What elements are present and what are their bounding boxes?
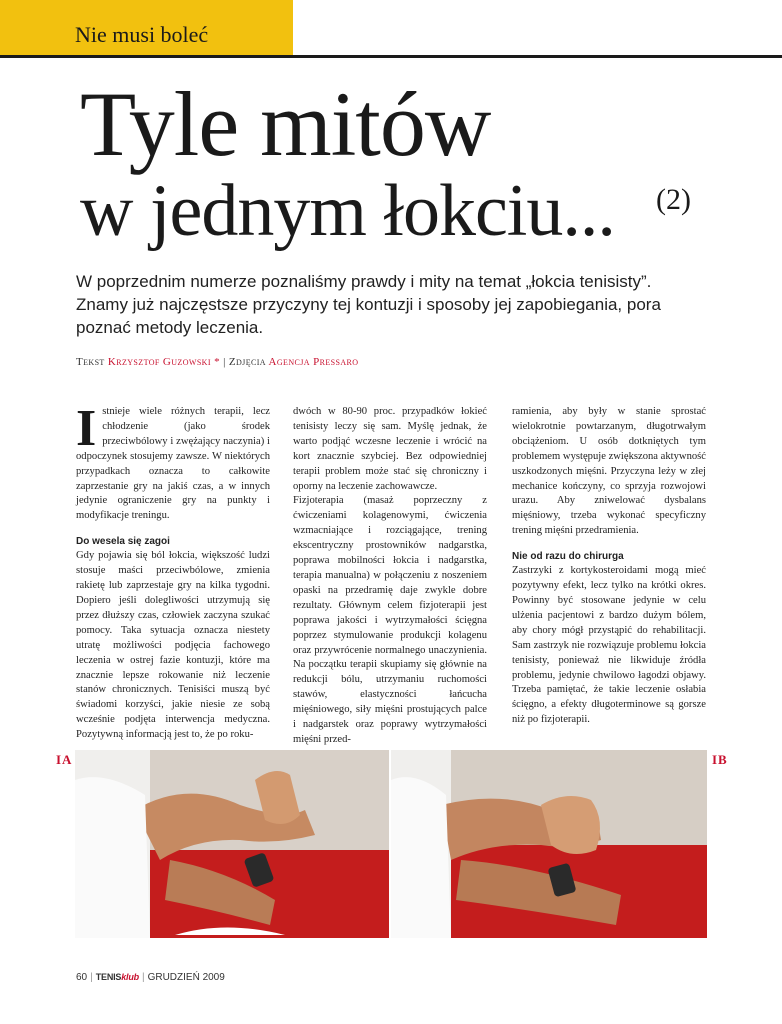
credits-photo-label: Zdjęcia: [228, 356, 266, 368]
section-label: Nie musi boleć: [75, 22, 209, 47]
credits-agency: Agencja Pressaro: [268, 356, 359, 368]
magazine-logo: [96, 972, 139, 982]
section-rule: [0, 55, 782, 58]
magazine-logo-accent: klub: [121, 972, 139, 982]
article-part-number: (2): [656, 183, 691, 216]
section-tab: [0, 0, 293, 55]
article-paragraph: Gdy pojawia się ból łokcia, większość ludzi stosuje maści przeciwbólowe, zmienia rakietę lub zaprzestaje gry na kilka tygodni. Dopiero jeśli dolegliwości utrzymują się przez dłuższy czas, człowiek zaczyna szukać pomocy. Taka sytuacja oznacza niestety utratę możliwości podjęcia fachowego leczenia w ostrej fazie kontuzji, które ma znacznie lepsze rokowanie niż leczenie stanów chronicznych. Tenisiści muszą być świadomi korzyści, jakie niesie ze sobą wcześnie podjęta interwencja medyczna. Pozytywną informacją jest to, że po roku-: [76, 550, 270, 741]
drop-cap: I: [76, 400, 97, 457]
footer-divider: |: [141, 972, 145, 983]
credits-author: Krzysztof Guzowski *: [107, 356, 220, 368]
photo-label-b: IB: [712, 752, 728, 767]
article-credits: [76, 356, 358, 368]
credits-separator: |: [223, 356, 226, 368]
page-number: 60: [76, 972, 88, 983]
photo-a: [75, 750, 389, 938]
article-title-line1: Tyle mitów: [80, 73, 491, 175]
footer-divider: |: [90, 972, 93, 983]
magazine-logo-main: TENIS: [95, 972, 122, 982]
photo-label-a: IA: [56, 752, 73, 767]
article-lead: W poprzednim numerze poznaliśmy prawdy i mity na temat „łokcia tenisisty”. Znamy już najczęstsze przyczyny tej kontuzji i sposoby jej zapobiegania, pora poznać metody leczenia.: [76, 272, 661, 337]
article-paragraph: dwóch w 80-90 proc. przypadków łokieć tenisisty leczy się sam. Myślę jednak, że warto podjąć wczesne leczenie i wrócić na kort znacznie szybciej. Bez odpowiedniej terapii problem może stać się chroniczny i oporny na leczenie zachowawcze.: [293, 406, 487, 492]
article-paragraph: [76, 400, 270, 524]
article-title-line2: w jednym łokciu...: [80, 170, 615, 252]
article-column-1: [76, 400, 270, 743]
article-paragraph: Fizjoterapia (masaż poprzeczny z ćwiczeniami kolagenowymi, ćwiczenia wzmacniające i rozciągające, trening ekscentryczny prostowników nadgarstka, poprawa mobilności łokcia i nadgarstka, terapia manualna) w połączeniu z noszeniem opaski na przedramię daje zwykle dobre rezultaty. Głównym celem fizjoterapii jest poprawa jakości i wytrzymałości ścięgna poprzez stymulowanie produkcji kolagenu oraz przywrócenie normalnego unaczynienia. Na początku terapii skupiamy się głównie na redukcji bólu, utrzymaniu ruchomości stawów, elastyczności łańcucha mięśniowego, siły mięśni prostujących palce i nadgarstek oraz poprawy wytrzymałości mięśni przed-: [293, 495, 487, 745]
article-paragraph-text: stnieje wiele różnych terapii, lecz chłodzenie (jako środek przeciwbólowy i zwężający naczynia) i odpoczynek stosujemy zawsze. W niektórych przypadkach oznacza to całkowite zaprzestanie gry na jakiś czas, a w innych jedynie ograniczenie gry na punkty i modyfikacje treningu.: [76, 406, 270, 522]
article-subheading: Do wesela się zagoi: [76, 536, 170, 548]
article-column-3: [512, 405, 706, 728]
issue-date: GRUDZIEŃ 2009: [147, 972, 225, 983]
article-subheading: Nie od razu do chirurga: [512, 551, 624, 563]
article-paragraph: ramienia, aby były w stanie sprostać wielokrotnie powtarzanym, długotrwałym obciążeniom. U osób dotkniętych tym problemem występuje zwiększona aktywność uszkodzonych mięśni. Przyczyna leży w złej mechanice kończyny, co sprzyja rozwojowi urazu. Aby zniwelować dysbalans mięśniowy, trzeba wykonać specyficzny trening mięśni przedramienia.: [512, 406, 706, 537]
credits-text-label: Tekst: [76, 356, 105, 368]
page-footer: [76, 972, 225, 983]
article-paragraph: Zastrzyki z kortykosteroidami mogą mieć pozytywny efekt, lecz tylko na krótki okres. Powinny być stosowane jedynie w celu ulżenia pacjentowi z bardzo dużym bólem, aby chory mógł przystąpić do rehabilitacji. Sam zastrzyk nie rozwiązuje problemu łokcia tenisisty, ponieważ nie likwiduje źródła problemu, jedynie chwilowo łagodzi objawy. Trzeba pamiętać, że takie leczenie osłabia ścięgno, a efekty długoterminowe są gorsze niż po fizjoterapii.: [512, 565, 706, 726]
article-column-2: [293, 405, 487, 748]
photo-b: [391, 750, 707, 938]
